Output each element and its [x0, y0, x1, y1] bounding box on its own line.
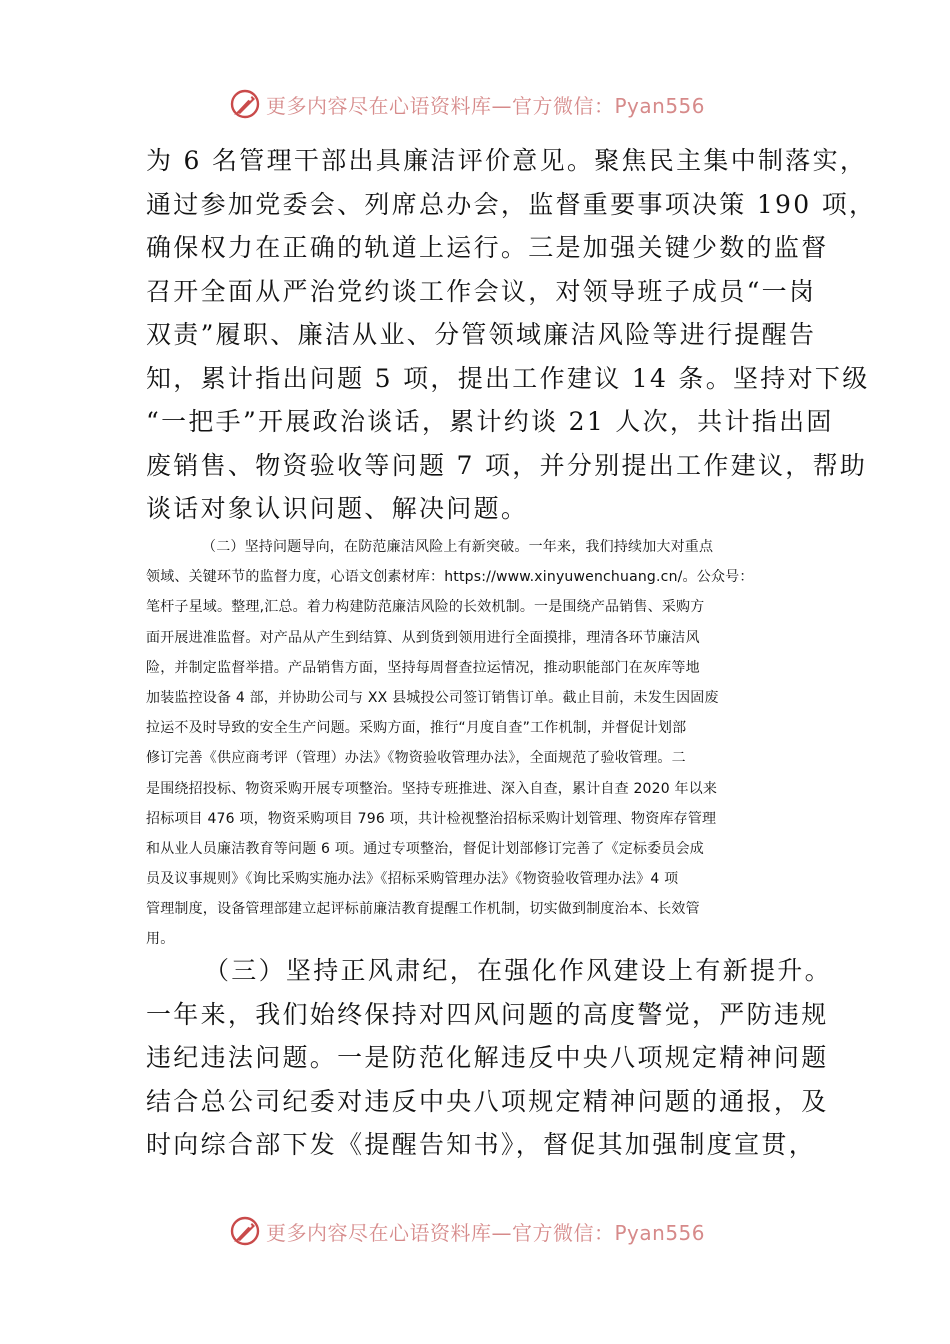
paragraph-1-line: 知，累计指出问题 5 项，提出工作建议 14 条。坚持对下级 — [146, 363, 870, 393]
paragraph-2 — [146, 532, 810, 955]
paragraph-2-line: （二）坚持问题导向，在防范廉洁风险上有新突破。一年来，我们持续加大对重点 — [202, 539, 714, 555]
paragraph-2-line: 和从业人员廉洁教育等问题 6 项。通过专项整治，督促计划部修订完善了《定标委员会成 — [146, 840, 705, 857]
paragraph-1-line: 召开全面从严治党约谈工作会议，对领导班子成员“一岗 — [146, 276, 817, 306]
paragraph-3-line: 结合总公司纪委对违反中央八项规定精神问题的通报，及 — [146, 1086, 829, 1116]
paragraph-3-line: 违纪违法问题。一是防范化解违反中央八项规定精神问题 — [146, 1043, 829, 1072]
paragraph-3-line: （三）坚持正风肃纪，在强化作风建设上有新提升。 — [204, 956, 832, 985]
paragraph-2-line: 拉运不及时导致的安全生产问题。采购方面，推行“月度自查”工作机制，并督促计划部 — [146, 720, 687, 737]
paragraph-1-line: 废销售、物资验收等问题 7 项，并分别提出工作建议，帮助 — [146, 450, 868, 480]
paragraph-1-line: 通过参加党委会、列席总办会，监督重要事项决策 190 项， — [146, 189, 877, 219]
paragraph-3-line: 时向综合部下发《提醒告知书》，督促其加强制度宣贯， — [146, 1130, 817, 1159]
header-banner-text: 更多内容尽在心语资料库—官方微信：Pyan556 — [266, 93, 706, 118]
paragraph-2-line: 用。 — [146, 931, 175, 948]
pen-nib-circle-icon — [228, 1214, 262, 1248]
paragraph-3-line: 一年来，我们始终保持对四风问题的高度警觉，严防违规 — [146, 999, 829, 1029]
paragraph-2-line: 员及议事规则》《询比采购实施办法》《招标采购管理办法》《物资验收管理办法》4 项 — [146, 871, 679, 888]
footer-banner — [228, 1213, 748, 1249]
paragraph-1-line: 确保权力在正确的轨道上运行。三是加强关键少数的监督 — [146, 233, 829, 262]
paragraph-2-line: 笔杆子星域。整理,汇总。着力构建防范廉洁风险的长效机制。一是围绕产品销售、采购方 — [146, 599, 705, 616]
footer-banner-text: 更多内容尽在心语资料库—官方微信：Pyan556 — [266, 1220, 706, 1245]
paragraph-2-line: 招标项目 476 项，物资采购项目 796 项，共计检视整治招标采购计划管理、物资库存管理 — [146, 810, 717, 827]
paragraph-1 — [146, 139, 877, 531]
paragraph-2-line: 加装监控设备 4 部，并协助公司与 XX 县城投公司签订销售订单。截止目前，未发生因固废 — [146, 689, 719, 706]
paragraph-1-line: 谈话对象认识问题、解决问题。 — [146, 494, 529, 523]
paragraph-2-line: 修订完善《供应商考评（管理）办法》《物资验收管理办法》，全面规范了验收管理。二 — [146, 750, 686, 767]
paragraph-2-line: 是围绕招投标、物资采购开展专项整治。坚持专班推进、深入自查，累计自查 2020 年以来 — [146, 780, 718, 797]
paragraph-2-line: 险，并制定监督举措。产品销售方面，坚持每周督查拉运情况，推动职能部门在灰库等地 — [146, 659, 700, 676]
paragraph-1-line: 双责”履职、廉洁从业、分管领域廉洁风险等进行提醒告 — [146, 320, 817, 349]
paragraph-1-line: 为 6 名管理干部出具廉洁评价意见。聚焦民主集中制落实， — [146, 146, 868, 175]
paragraph-2-line: 领域、关键环节的监督力度，心语文创素材库：https://www.xinyuwenchuang.cn/。公众号： — [146, 569, 754, 586]
pen-nib-circle-icon — [228, 87, 262, 121]
header-banner — [228, 86, 748, 122]
paragraph-2-line: 管理制度，设备管理部建立起评标前廉洁教育提醒工作机制，切实做到制度治本、长效管 — [146, 901, 700, 918]
paragraph-2-line: 面开展进准监督。对产品从产生到结算、从到货到领用进行全面摸排，理清各环节廉洁风 — [146, 629, 700, 646]
paragraph-3 — [146, 949, 832, 1167]
paragraph-1-line: “一把手”开展政治谈话，累计约谈 21 人次，共计指出固 — [146, 407, 834, 436]
